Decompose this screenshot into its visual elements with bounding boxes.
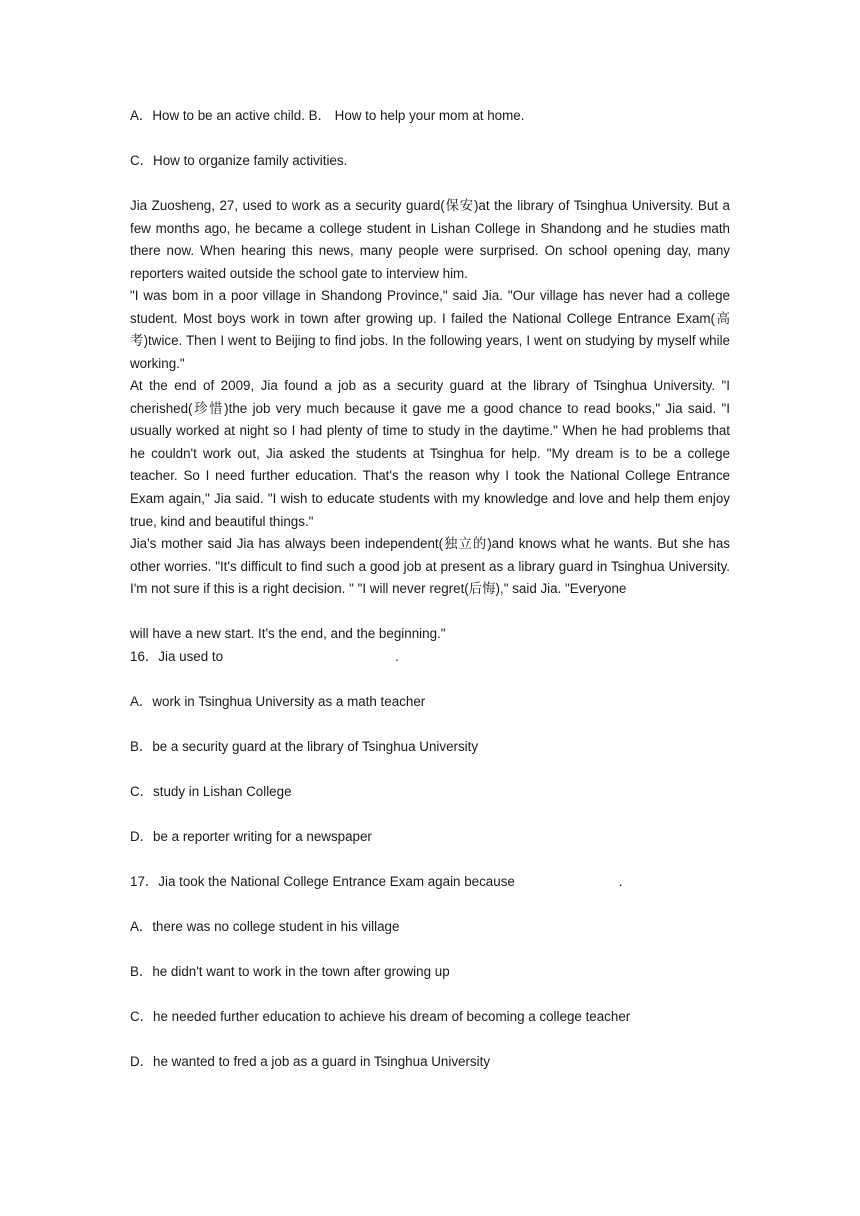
question-17-option-d: D．he wanted to fred a job as a guard in Tsinghua University — [130, 1054, 491, 1069]
option-line-ab: A．How to be an active child. B． How to help your mom at home. — [130, 108, 525, 123]
question-16-stem — [130, 646, 730, 668]
question-17-stem — [130, 871, 730, 893]
question-17-period: . — [618, 874, 623, 889]
question-17-option-b: B．he didn't want to work in the town after growing up — [130, 964, 450, 979]
question-17-option-c: C．he needed further education to achieve his dream of becoming a college teacher — [130, 1009, 631, 1024]
question-16-option-c: C．study in Lishan College — [130, 784, 292, 799]
passage-paragraph-3: At the end of 2009, Jia found a job as a security guard at the library of Tsinghua University. "I cherished(珍惜)the job very much because it gave me a good chance to read books," Jia said. "I usually worked at night so I had plenty of time to study in the daytime." When he had problems that he couldn't work out, Jia asked the students at Tsinghua for help. "My dream is to be a college teacher. So I need further education. That's the reason why I took the National College Entrance Exam again," Jia said. "I wish to educate students with my knowledge and love and help them enjoy true, kind and beautiful things." — [130, 378, 730, 529]
passage-paragraph-1: Jia Zuosheng, 27, used to work as a security guard(保安)at the library of Tsinghua University. But a few months ago, he became a college student in Lishan College in Shandong and he studies math there now. When hearing this news, many people were surprised. On school opening day, many reporters waited outside the school gate to interview him. — [130, 198, 730, 281]
question-16-text: 16．Jia used to — [130, 649, 224, 664]
question-17-text: 17．Jia took the National College Entrance Exam again because — [130, 874, 515, 889]
passage-paragraph-4: Jia's mother said Jia has always been independent(独立的)and knows what he wants. But she has other worries. "It's difficult to find such a good job at present as a library guard in Tsinghua University. I'm not sure if this is a right decision. " "I will never regret(后悔)," said Jia. "Everyone — [130, 536, 730, 597]
question-16-period: . — [395, 649, 399, 664]
question-16-option-d: D．be a reporter writing for a newspaper — [130, 829, 372, 844]
question-16-option-a: A．work in Tsinghua University as a math teacher — [130, 694, 426, 709]
question-16-option-b: B．be a security guard at the library of Tsinghua University — [130, 739, 479, 754]
question-17-option-a: A．there was no college student in his village — [130, 919, 400, 934]
passage-paragraph-5: will have a new start. It's the end, and the beginning." — [130, 626, 446, 641]
passage-paragraph-2: "I was bom in a poor village in Shandong Province," said Jia. "Our village has never had a college student. Most boys work in town after growing up. I failed the National College Entrance Exam(高考)twice. Then I went to Beijing to find jobs. In the following years, I went on studying by myself while working." — [130, 288, 730, 371]
option-line-c: C．How to organize family activities. — [130, 153, 348, 168]
